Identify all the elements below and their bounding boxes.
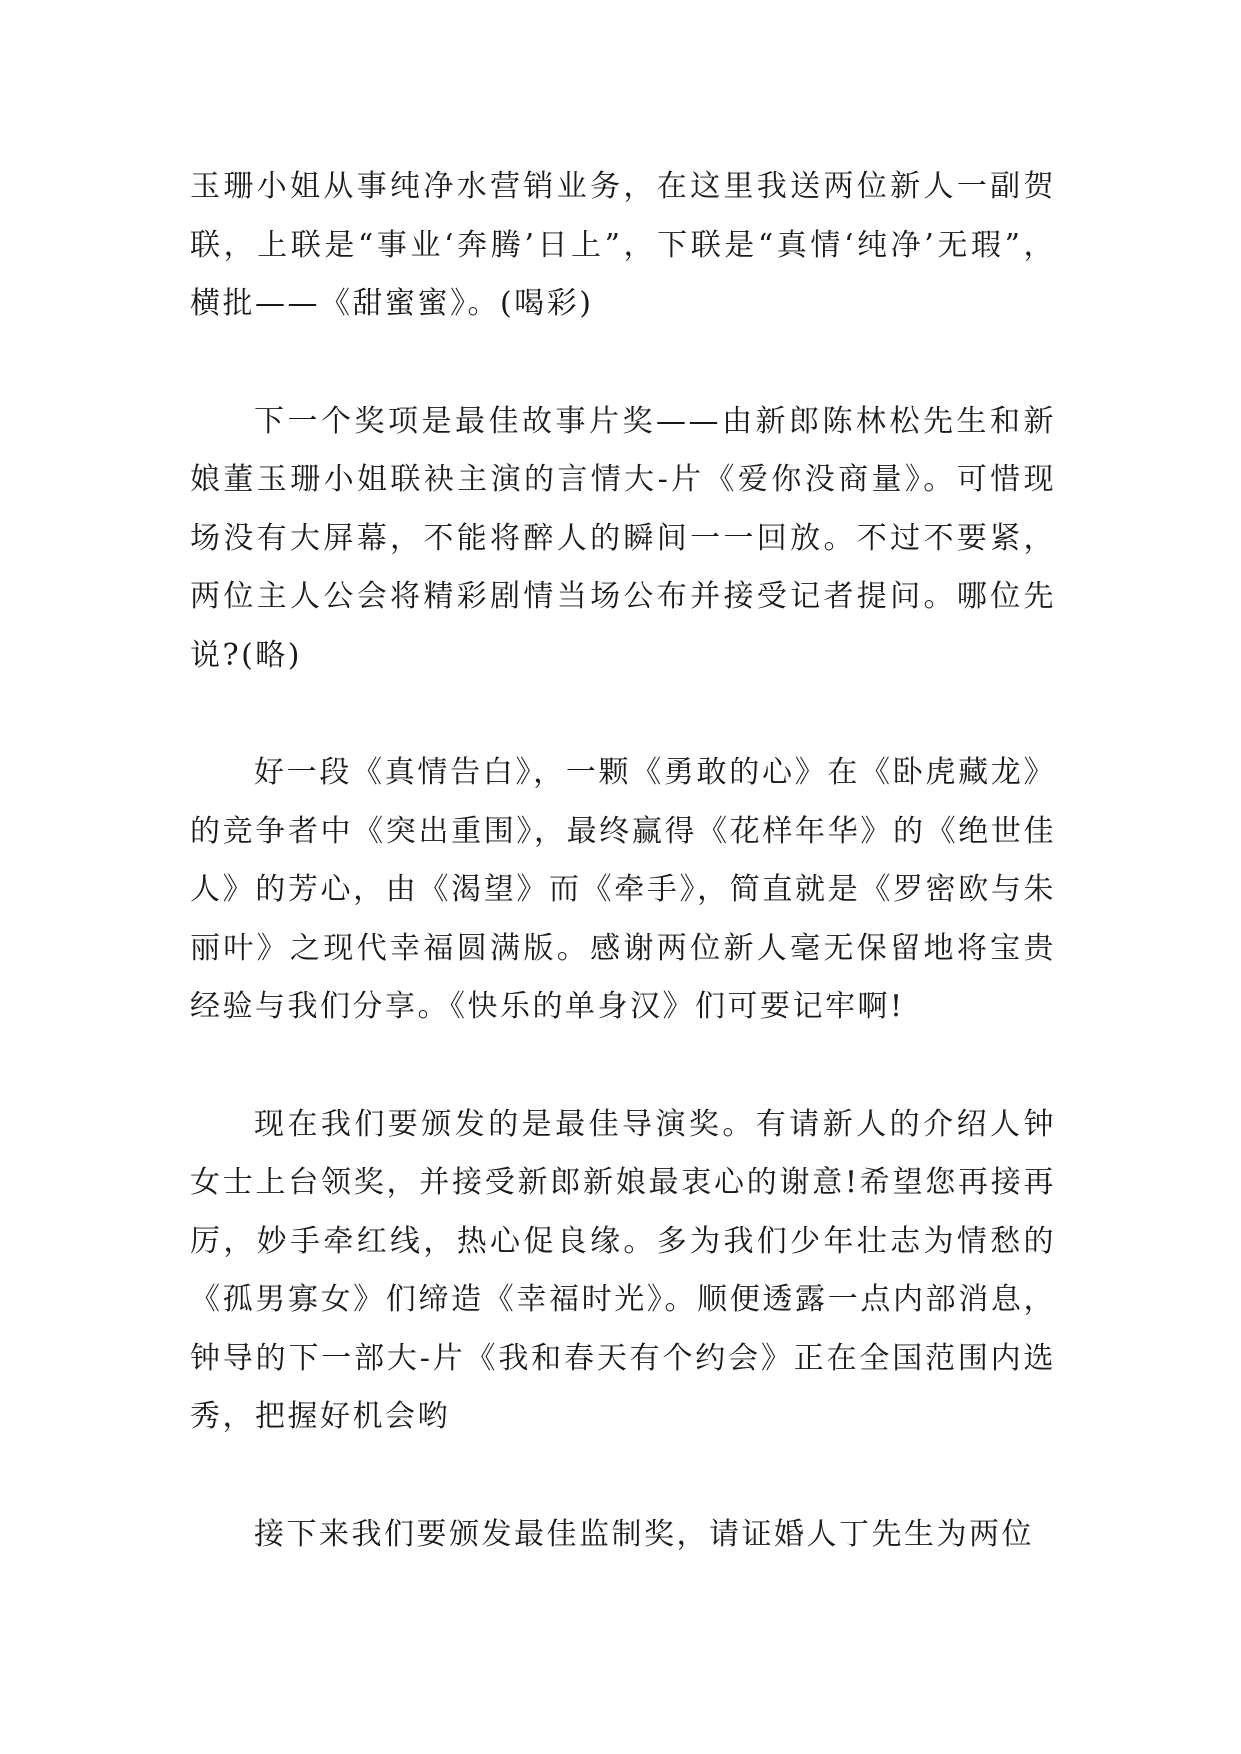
paragraph-5: 接下来我们要颁发最佳监制奖，请证婚人丁先生为两位 bbox=[254, 1516, 1034, 1552]
paragraph-1: 玉珊小姐从事纯净水营销业务，在这里我送两位新人一副贺联，上联是“事业‘奔腾’日上”，下联是“真情‘纯净’无瑕”，横批——《甜蜜蜜》。(喝彩) bbox=[190, 169, 1056, 321]
paragraph-4: 现在我们要颁发的是最佳导演奖。有请新人的介绍人钟女士上台领奖，并接受新郎新娘最衷心的谢意!希望您再接再厉，妙手牵红线，热心促良缘。多为我们少年壮志为情愁的《孤男寡女》们缔造《幸福时光》。顺便透露一点内部消息，钟导的下一部大-片《我和春天有个约会》正在全国范围内选秀，把握好机会哟 bbox=[190, 1106, 1056, 1434]
paragraph-2: 下一个奖项是最佳故事片奖——由新郎陈林松先生和新娘董玉珊小姐联袂主演的言情大-片《爱你没商量》。可惜现场没有大屏幕，不能将醉人的瞬间一一回放。不过不要紧，两位主人公会将精彩剧情当场公布并接受记者提问。哪位先说?(略) bbox=[190, 403, 1056, 673]
document-body bbox=[190, 158, 1056, 1564]
paragraph-3: 好一段《真情告白》，一颗《勇敢的心》在《卧虎藏龙》的竞争者中《突出重围》，最终赢得《花样年华》的《绝世佳人》的芳心，由《渴望》而《牵手》，简直就是《罗密欧与朱丽叶》之现代幸福圆满版。感谢两位新人毫无保留地将宝贵经验与我们分享。《快乐的单身汉》们可要记牢啊! bbox=[190, 755, 1056, 1024]
